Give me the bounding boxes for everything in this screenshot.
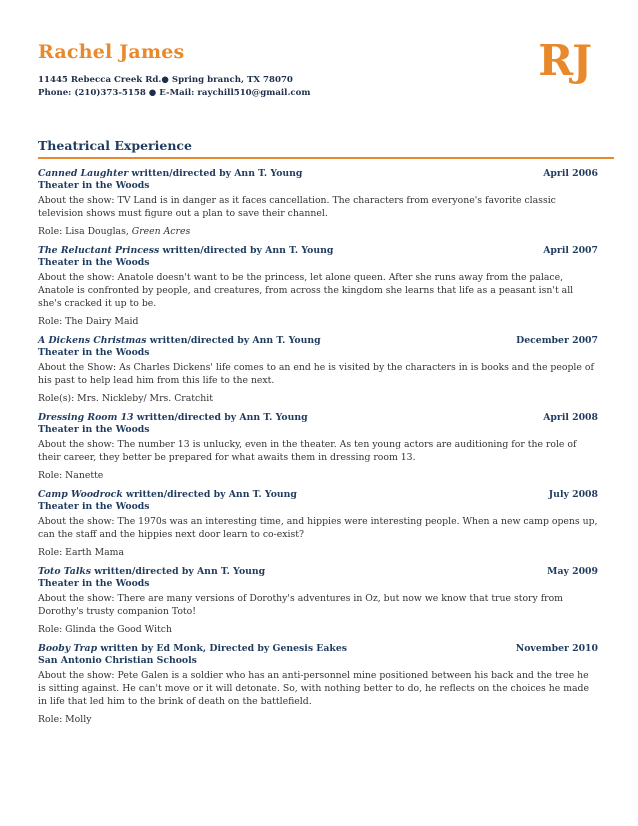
show-credit: written by Ed Monk, Directed by Genesis Eakes — [97, 643, 347, 654]
experience-entry — [38, 489, 598, 559]
entry-about: About the show: The number 13 is unlucky, even in the theater. As ten young actors are auditioning for the role of their career, they better be prepared for what awaits them in dressing room 13. — [38, 439, 577, 463]
entry-title-line — [38, 335, 321, 347]
entry-role — [38, 546, 598, 559]
entry-date: May 2009 — [547, 566, 598, 577]
entry-about: About the show: Pete Galen is a soldier who has an anti-personnel mine positioned between his back and the tree he is sitting against. He can't move or it will detonate. So, with nothing better to do, he reflects on the choices he made in life that led him to the brink of death on the battlefield. — [38, 670, 590, 707]
entry-date: July 2008 — [548, 489, 598, 500]
show-credit: written/directed by Ann T. Young — [91, 566, 266, 577]
entry-title-line — [38, 489, 297, 501]
experience-entry — [38, 335, 598, 405]
entry-date: December 2007 — [516, 335, 598, 346]
entry-title-line — [38, 643, 347, 655]
show-title: Canned Laughter — [38, 168, 129, 179]
applicant-name: Rachel James — [38, 41, 185, 63]
entry-about: About the show: The 1970s was an interesting time, and hippies were interesting people. When a new camp opens up, can the staff and the hippies next door learn to co-exist? — [38, 516, 598, 540]
entry-title-line — [38, 412, 308, 424]
show-title: Toto Talks — [38, 566, 92, 577]
entry-venue: Theater in the Woods — [38, 501, 150, 512]
show-title: Dressing Room 13 — [38, 412, 134, 423]
entry-header — [38, 566, 598, 578]
entry-venue: Theater in the Woods — [38, 578, 150, 589]
entry-role — [38, 713, 598, 726]
entry-venue: Theater in the Woods — [38, 180, 150, 191]
experience-entry — [38, 245, 598, 328]
experience-entry — [38, 412, 598, 482]
entry-header — [38, 412, 598, 424]
section-divider — [38, 157, 614, 159]
entry-date: April 2006 — [543, 168, 598, 179]
entry-about: About the show: Anatole doesn't want to be the princess, let alone queen. After she runs away from the palace, Anatole is confronted by people, and creatures, from across the kingdom she learns that life as a peasant isn't all she's cracked it up to be. — [38, 272, 574, 309]
show-title: Booby Trap — [38, 643, 98, 654]
entry-title-line — [38, 566, 265, 578]
show-title: The Reluctant Princess — [38, 245, 160, 256]
role-show-name: Green Acres — [131, 226, 191, 237]
entry-about: About the Show: As Charles Dickens' life comes to an end he is visited by the characters in is books and the people of his past to help lead him from this life to the next. — [38, 362, 594, 386]
entry-venue: Theater in the Woods — [38, 424, 150, 435]
entry-header — [38, 245, 598, 257]
show-title: A Dickens Christmas — [38, 335, 147, 346]
role-text: Role: Earth Mama — [38, 547, 125, 558]
entry-venue: Theater in the Woods — [38, 347, 150, 358]
entry-title-line — [38, 245, 333, 257]
show-title: Camp Woodrock — [38, 489, 123, 500]
entry-date: November 2010 — [515, 643, 598, 654]
section-title: Theatrical Experience — [38, 138, 192, 153]
entry-header — [38, 168, 598, 180]
show-credit: written/directed by Ann T. Young — [122, 489, 297, 500]
monogram-logo: RJ — [538, 36, 591, 85]
role-text: Role: The Dairy Maid — [38, 316, 139, 327]
entry-role — [38, 225, 598, 238]
address-line: 11445 Rebecca Creek Rd.● Spring branch, TX 78070 — [38, 75, 293, 85]
show-credit: written/directed by Ann T. Young — [159, 245, 334, 256]
experience-entry — [38, 168, 598, 238]
role-text: Role: Nanette — [38, 470, 104, 481]
show-credit: written/directed by Ann T. Young — [133, 412, 308, 423]
experience-list — [38, 168, 598, 733]
experience-entry — [38, 643, 598, 726]
experience-entry — [38, 566, 598, 636]
role-text: Role(s): Mrs. Nickleby/ Mrs. Cratchit — [38, 393, 213, 404]
show-credit: written/directed by Ann T. Young — [128, 168, 303, 179]
contact-line: Phone: (210)373-5158 ● E-Mail: raychill510@gmail.com — [38, 88, 311, 98]
entry-date: April 2007 — [543, 245, 598, 256]
role-text: Role: Molly — [38, 714, 92, 725]
role-text: Role: Lisa Douglas, — [38, 226, 132, 237]
entry-about: About the show: TV Land is in danger as it faces cancellation. The characters from everyone's favorite classic television shows must figure out a plan to save their channel. — [38, 195, 556, 219]
entry-venue: Theater in the Woods — [38, 257, 150, 268]
entry-date: April 2008 — [543, 412, 598, 423]
entry-role — [38, 392, 598, 405]
entry-venue: San Antonio Christian Schools — [38, 655, 197, 666]
show-credit: written/directed by Ann T. Young — [146, 335, 321, 346]
entry-about: About the show: There are many versions of Dorothy's adventures in Oz, but now we know that true story from Dorothy's trusty companion Toto! — [38, 593, 563, 617]
entry-role — [38, 315, 598, 328]
entry-header — [38, 335, 598, 347]
entry-header — [38, 489, 598, 501]
entry-header — [38, 643, 598, 655]
entry-title-line — [38, 168, 302, 180]
entry-role — [38, 623, 598, 636]
entry-role — [38, 469, 598, 482]
role-text: Role: Glinda the Good Witch — [38, 624, 172, 635]
